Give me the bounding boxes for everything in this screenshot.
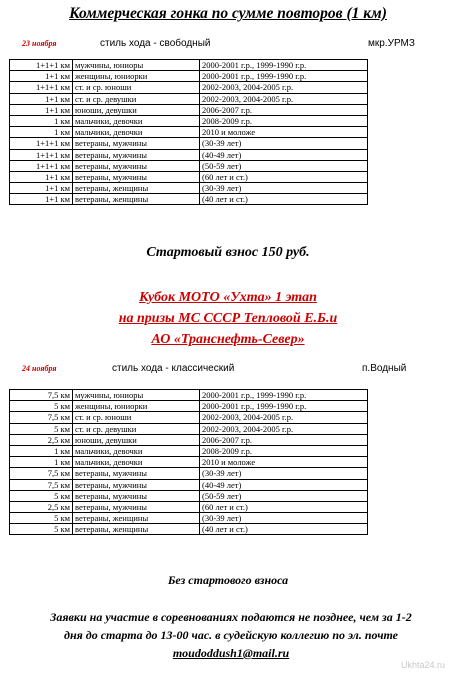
race2-info: [0, 363, 456, 377]
cup-title-line2: на призы МС СССР Тепловой Е.Б.и: [118, 311, 338, 326]
distance-cell: 7,5 км: [10, 468, 73, 479]
distance-cell: 1+1 км: [10, 194, 73, 205]
years-cell: (40-49 лет): [200, 479, 368, 490]
table-row: [10, 401, 368, 412]
distance-cell: 1+1 км: [10, 171, 73, 182]
category-cell: ветераны, мужчины: [73, 501, 200, 512]
race2-place: п.Водный: [362, 363, 407, 374]
table-row: [10, 412, 368, 423]
table-row: [10, 524, 368, 535]
category-cell: ветераны, женщины: [73, 194, 200, 205]
race1-place: мкр.УРМЗ: [368, 38, 415, 49]
category-cell: ст. и ср. юноши: [73, 82, 200, 93]
distance-cell: 1+1+1 км: [10, 149, 73, 160]
distance-cell: 5 км: [10, 513, 73, 524]
years-cell: 2000-2001 г.р., 1999-1990 г.р.: [200, 390, 368, 401]
table-row: [10, 115, 368, 126]
years-cell: (40 лет и ст.): [200, 524, 368, 535]
table-row: [10, 445, 368, 456]
category-cell: ветераны, мужчины: [73, 468, 200, 479]
category-cell: мальчики, девочки: [73, 457, 200, 468]
years-cell: (60 лет и ст.): [200, 501, 368, 512]
years-cell: 2000-2001 г.р., 1999-1990 г.р.: [200, 60, 368, 71]
category-cell: ветераны, мужчины: [73, 149, 200, 160]
table-row: [10, 194, 368, 205]
years-cell: (30-39 лет): [200, 513, 368, 524]
application-line1: Заявки на участие в соревнованиях подаются не позднее, чем за 1-2: [50, 610, 412, 624]
cup-title-line3: АО «Транснефть-Север»: [151, 332, 305, 347]
category-cell: ветераны, женщины: [73, 183, 200, 194]
distance-cell: 2,5 км: [10, 434, 73, 445]
years-cell: 2000-2001 г.р., 1999-1990 г.р.: [200, 71, 368, 82]
category-cell: ветераны, женщины: [73, 524, 200, 535]
distance-cell: 1+1+1 км: [10, 60, 73, 71]
distance-cell: 2,5 км: [10, 501, 73, 512]
category-cell: ст. и ср. юноши: [73, 412, 200, 423]
category-cell: юноши, девушки: [73, 104, 200, 115]
category-cell: мальчики, девочки: [73, 127, 200, 138]
no-fee-note: Без стартового взноса: [167, 573, 289, 587]
years-cell: 2008-2009 г.р.: [200, 115, 368, 126]
watermark: Ukhta24.ru: [401, 660, 446, 670]
distance-cell: 1+1+1 км: [10, 160, 73, 171]
category-cell: мальчики, девочки: [73, 445, 200, 456]
table-row: [10, 149, 368, 160]
table-row: [10, 160, 368, 171]
table-row: [10, 468, 368, 479]
category-cell: женщины, юниорки: [73, 401, 200, 412]
category-cell: ветераны, мужчины: [73, 138, 200, 149]
years-cell: 2006-2007 г.р.: [200, 434, 368, 445]
table-row: [10, 138, 368, 149]
table-row: [10, 457, 368, 468]
application-line2: дня до старта до 13-00 час. в судейскую коллегию по эл. почте: [63, 628, 398, 642]
table-row: [10, 479, 368, 490]
distance-cell: 1 км: [10, 445, 73, 456]
application-email[interactable]: moudoddush1@mail.ru: [172, 646, 290, 660]
table-row: [10, 490, 368, 501]
start-fee: Стартовый взнос 150 руб.: [146, 245, 310, 260]
years-cell: 2008-2009 г.р.: [200, 445, 368, 456]
race1-info: [0, 38, 456, 52]
years-cell: (30-39 лет): [200, 183, 368, 194]
table-row: [10, 513, 368, 524]
table-row: [10, 93, 368, 104]
table-row: [10, 60, 368, 71]
category-cell: женщины, юниорки: [73, 71, 200, 82]
distance-cell: 7,5 км: [10, 390, 73, 401]
years-cell: 2000-2001 г.р., 1999-1990 г.р.: [200, 401, 368, 412]
category-cell: ветераны, мужчины: [73, 490, 200, 501]
distance-cell: 5 км: [10, 401, 73, 412]
table-row: [10, 104, 368, 115]
category-cell: мужчины, юниоры: [73, 390, 200, 401]
distance-cell: 1+1 км: [10, 71, 73, 82]
distance-cell: 5 км: [10, 524, 73, 535]
cup-title-line1: Кубок МОТО «Ухта» 1 этап: [139, 290, 317, 305]
years-cell: (30-39 лет): [200, 138, 368, 149]
category-cell: мальчики, девочки: [73, 115, 200, 126]
distance-cell: 1+1 км: [10, 93, 73, 104]
category-cell: ст. и ср. девушки: [73, 423, 200, 434]
table-row: [10, 127, 368, 138]
table-row: [10, 171, 368, 182]
table-row: [10, 71, 368, 82]
category-cell: мужчины, юниоры: [73, 60, 200, 71]
race1-style: стиль хода - свободный: [100, 38, 211, 49]
distance-cell: 1+1 км: [10, 104, 73, 115]
distance-cell: 1+1+1 км: [10, 138, 73, 149]
table-row: [10, 82, 368, 93]
distance-cell: 7,5 км: [10, 412, 73, 423]
table-row: [10, 423, 368, 434]
years-cell: 2002-2003, 2004-2005 г.р.: [200, 423, 368, 434]
distance-cell: 5 км: [10, 490, 73, 501]
years-cell: (40-49 лет): [200, 149, 368, 160]
distance-cell: 7,5 км: [10, 479, 73, 490]
years-cell: (60 лет и ст.): [200, 171, 368, 182]
distance-cell: 5 км: [10, 423, 73, 434]
years-cell: 2006-2007 г.р.: [200, 104, 368, 115]
distance-cell: 1 км: [10, 127, 73, 138]
years-cell: (40 лет и ст.): [200, 194, 368, 205]
distance-cell: 1+1+1 км: [10, 82, 73, 93]
category-cell: ветераны, мужчины: [73, 479, 200, 490]
years-cell: 2002-2003, 2004-2005 г.р.: [200, 82, 368, 93]
race1-table: [9, 59, 368, 205]
years-cell: 2002-2003, 2004-2005 г.р.: [200, 93, 368, 104]
years-cell: (50-59 лет): [200, 160, 368, 171]
table-row: [10, 183, 368, 194]
race2-table: [9, 389, 368, 535]
years-cell: (30-39 лет): [200, 468, 368, 479]
document-title: Коммерческая гонка по сумме повторов (1 км): [69, 5, 387, 22]
years-cell: 2010 и моложе: [200, 127, 368, 138]
years-cell: 2002-2003, 2004-2005 г.р.: [200, 412, 368, 423]
category-cell: ветераны, мужчины: [73, 171, 200, 182]
category-cell: ст. и ср. девушки: [73, 93, 200, 104]
distance-cell: 1 км: [10, 115, 73, 126]
race1-date: 23 ноября: [22, 39, 57, 48]
table-row: [10, 390, 368, 401]
distance-cell: 1 км: [10, 457, 73, 468]
distance-cell: 1+1 км: [10, 183, 73, 194]
race2-style: стиль хода - классический: [112, 363, 235, 374]
table-row: [10, 434, 368, 445]
category-cell: юноши, девушки: [73, 434, 200, 445]
table-row: [10, 501, 368, 512]
category-cell: ветераны, женщины: [73, 513, 200, 524]
years-cell: (50-59 лет): [200, 490, 368, 501]
race2-date: 24 ноября: [22, 364, 57, 373]
years-cell: 2010 и моложе: [200, 457, 368, 468]
category-cell: ветераны, мужчины: [73, 160, 200, 171]
